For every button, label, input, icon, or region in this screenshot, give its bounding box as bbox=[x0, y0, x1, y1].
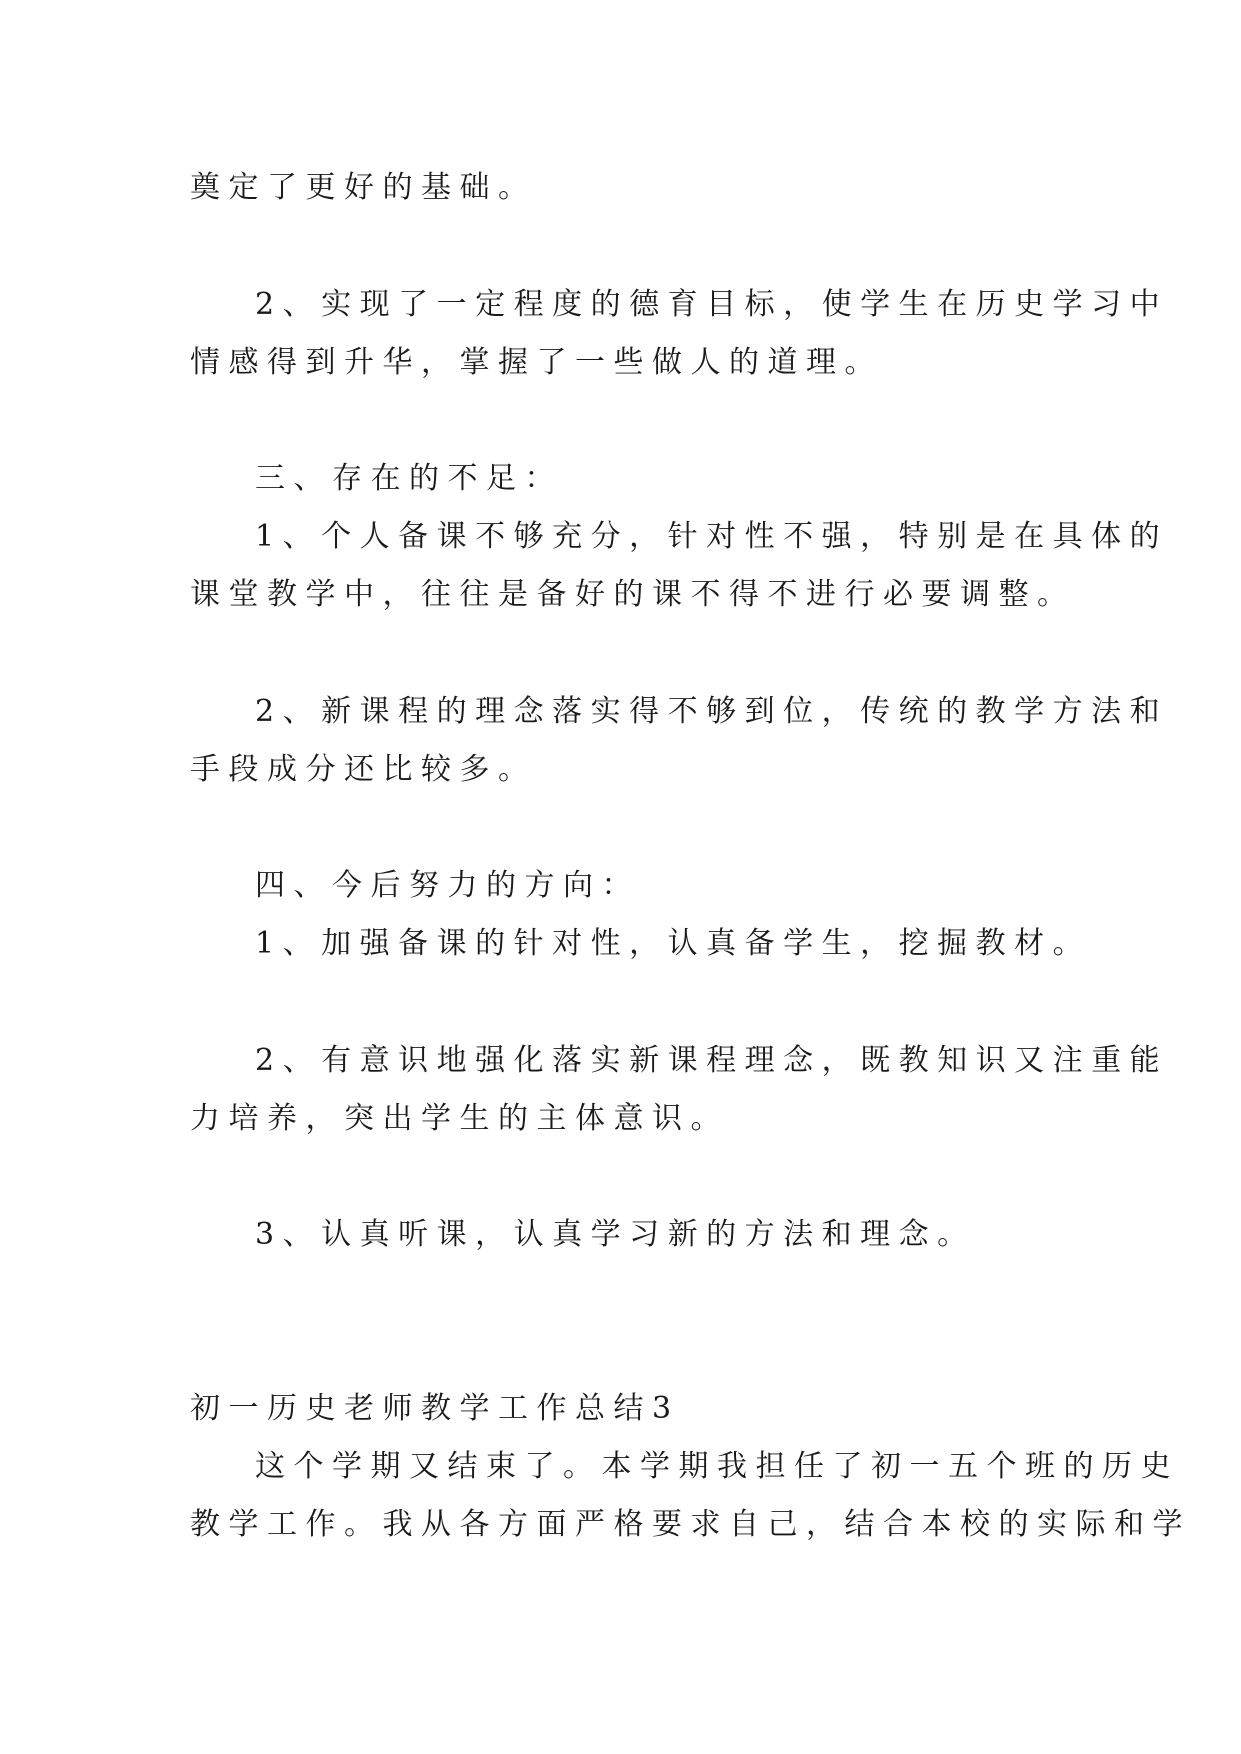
paragraph-line: 1、个人备课不够充分，针对性不强，特别是在具体的 bbox=[255, 519, 1169, 554]
paragraph-line: 情感得到升华，掌握了一些做人的道理。 bbox=[190, 345, 883, 380]
paragraph-line: 手段成分还比较多。 bbox=[190, 752, 537, 787]
paragraph-line: 力培养，突出学生的主体意识。 bbox=[190, 1101, 729, 1136]
document-title: 初一历史老师教学工作总结3 bbox=[190, 1391, 680, 1426]
paragraph-line: 1、加强备课的针对性，认真备学生，挖掘教材。 bbox=[255, 926, 1092, 961]
paragraph-line: 2、有意识地强化落实新课程理念，既教知识又注重能 bbox=[255, 1043, 1169, 1078]
paragraph-line: 教学工作。我从各方面严格要求自己，结合本校的实际和学 bbox=[190, 1507, 1191, 1542]
paragraph-line: 这个学期又结束了。本学期我担任了初一五个班的历史 bbox=[255, 1449, 1179, 1484]
section-heading: 四、今后努力的方向： bbox=[255, 868, 640, 903]
paragraph-line: 2、实现了一定程度的德育目标，使学生在历史学习中 bbox=[255, 287, 1169, 322]
paragraph-line: 2、新课程的理念落实得不够到位，传统的教学方法和 bbox=[255, 694, 1169, 729]
section-heading: 三、存在的不足： bbox=[255, 461, 563, 496]
paragraph-line: 课堂教学中，往往是备好的课不得不进行必要调整。 bbox=[190, 577, 1076, 612]
paragraph-line: 3、认真听课，认真学习新的方法和理念。 bbox=[255, 1217, 976, 1252]
paragraph-line: 奠定了更好的基础。 bbox=[190, 170, 537, 205]
